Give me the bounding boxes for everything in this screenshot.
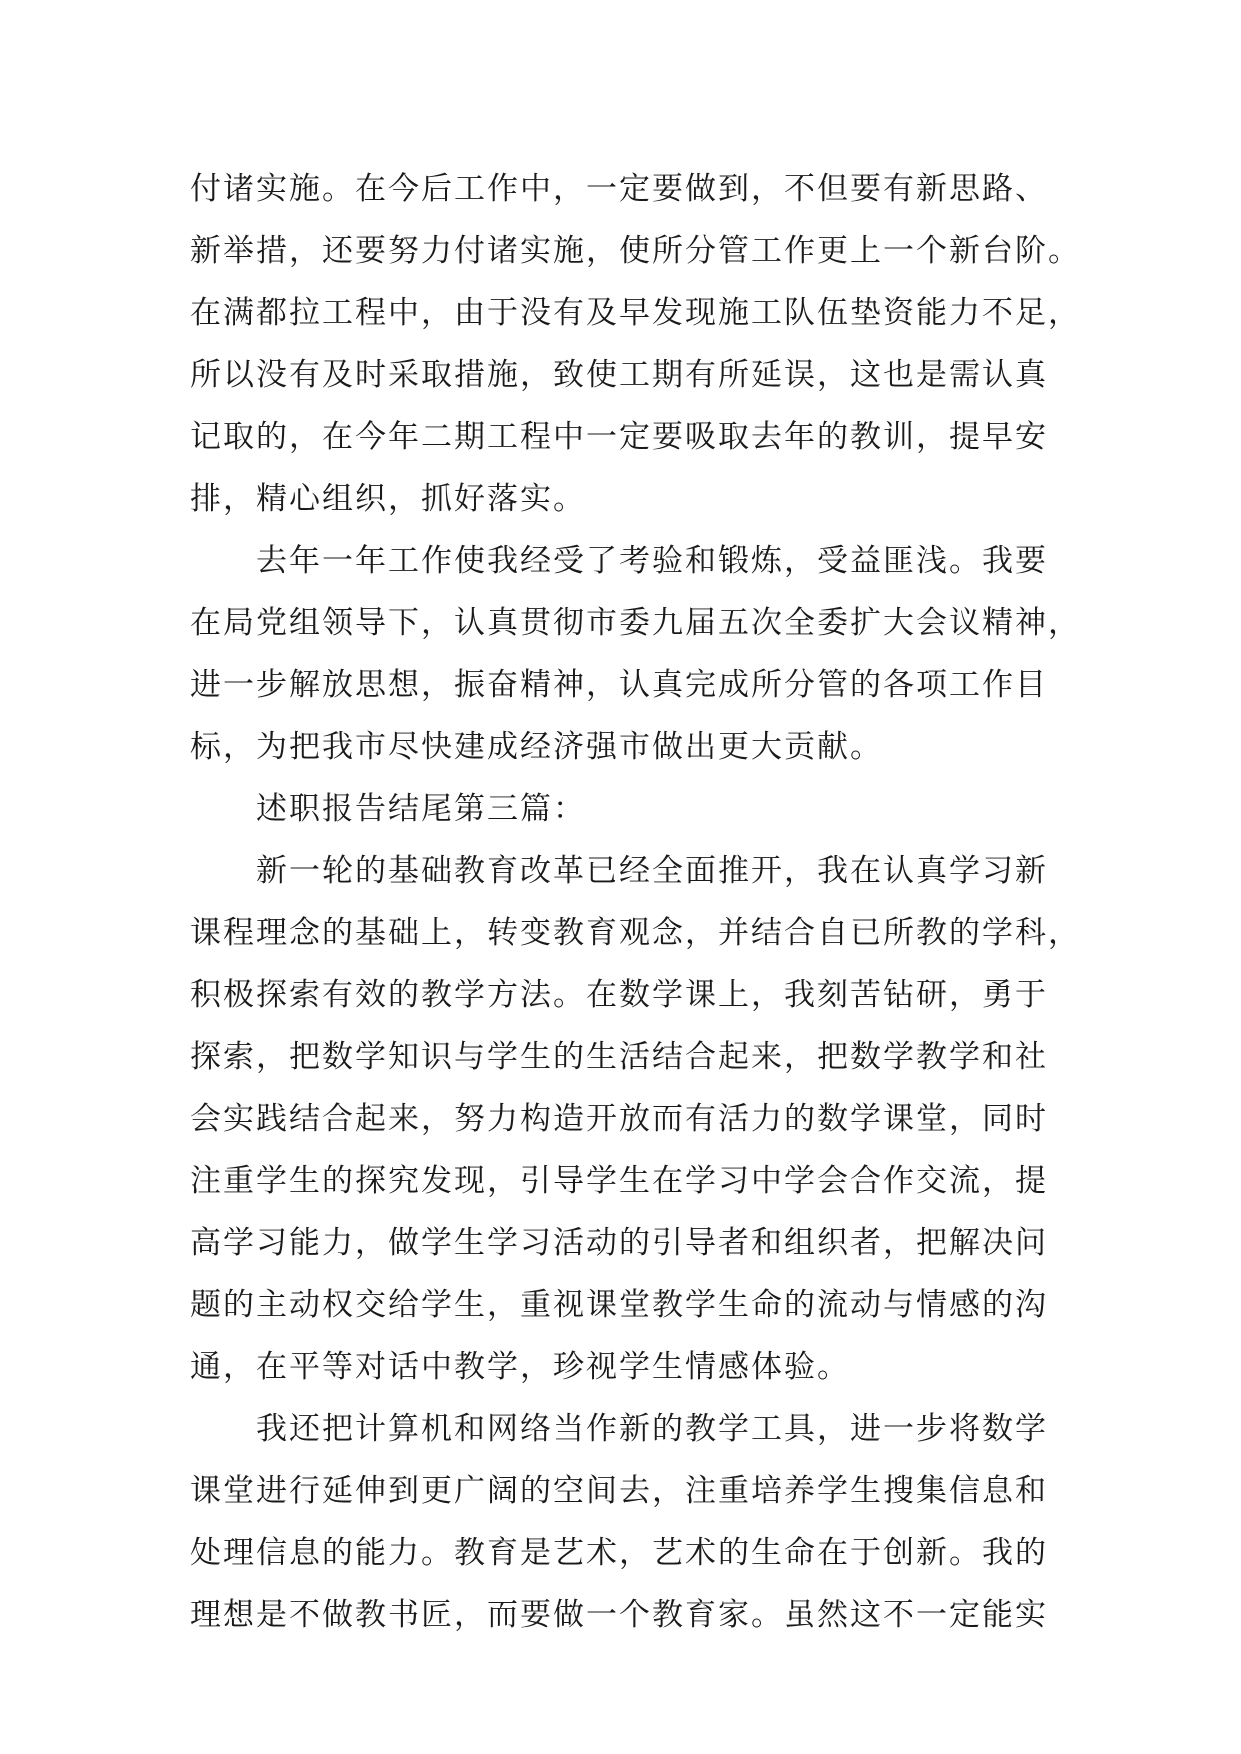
text-line: 在满都拉工程中，由于没有及早发现施工队伍垫资能力不足， (190, 295, 1081, 331)
text-line: 探索，把数学知识与学生的生活结合起来，把数学教学和社 (190, 1039, 1048, 1075)
text-line: 新举措，还要努力付诸实施，使所分管工作更上一个新台阶。 (190, 233, 1081, 269)
paragraph-first-line: 新一轮的基础教育改革已经全面推开，我在认真学习新 (256, 853, 1048, 889)
text-line: 注重学生的探究发现，引导学生在学习中学会合作交流，提 (190, 1163, 1048, 1199)
document-body (190, 158, 1081, 1646)
paragraph-first-line: 我还把计算机和网络当作新的教学工具，进一步将数学 (256, 1411, 1048, 1447)
text-line: 所以没有及时采取措施，致使工期有所延误，这也是需认真 (190, 357, 1048, 393)
text-line: 在局党组领导下，认真贯彻市委九届五次全委扩大会议精神， (190, 605, 1081, 641)
text-line: 通，在平等对话中教学，珍视学生情感体验。 (190, 1349, 850, 1385)
text-line: 标，为把我市尽快建成经济强市做出更大贡献。 (190, 729, 883, 765)
text-line: 题的主动权交给学生，重视课堂教学生命的流动与情感的沟 (190, 1287, 1048, 1323)
text-line: 排，精心组织，抓好落实。 (190, 481, 586, 517)
text-line: 会实践结合起来，努力构造开放而有活力的数学课堂，同时 (190, 1101, 1048, 1137)
text-line: 理想是不做教书匠，而要做一个教育家。虽然这不一定能实 (190, 1597, 1048, 1633)
section-heading: 述职报告结尾第三篇： (256, 791, 586, 827)
text-line: 进一步解放思想，振奋精神，认真完成所分管的各项工作目 (190, 667, 1048, 703)
text-line: 课堂进行延伸到更广阔的空间去，注重培养学生搜集信息和 (190, 1473, 1048, 1509)
text-line: 高学习能力，做学生学习活动的引导者和组织者，把解决问 (190, 1225, 1048, 1261)
text-line: 记取的，在今年二期工程中一定要吸取去年的教训，提早安 (190, 419, 1048, 455)
text-line: 课程理念的基础上，转变教育观念，并结合自已所教的学科， (190, 915, 1081, 951)
paragraph-first-line: 去年一年工作使我经受了考验和锻炼，受益匪浅。我要 (256, 543, 1048, 579)
text-line: 付诸实施。在今后工作中，一定要做到，不但要有新思路、 (190, 171, 1048, 207)
text-line: 处理信息的能力。教育是艺术，艺术的生命在于创新。我的 (190, 1535, 1048, 1571)
text-line: 积极探索有效的教学方法。在数学课上，我刻苦钻研，勇于 (190, 977, 1048, 1013)
